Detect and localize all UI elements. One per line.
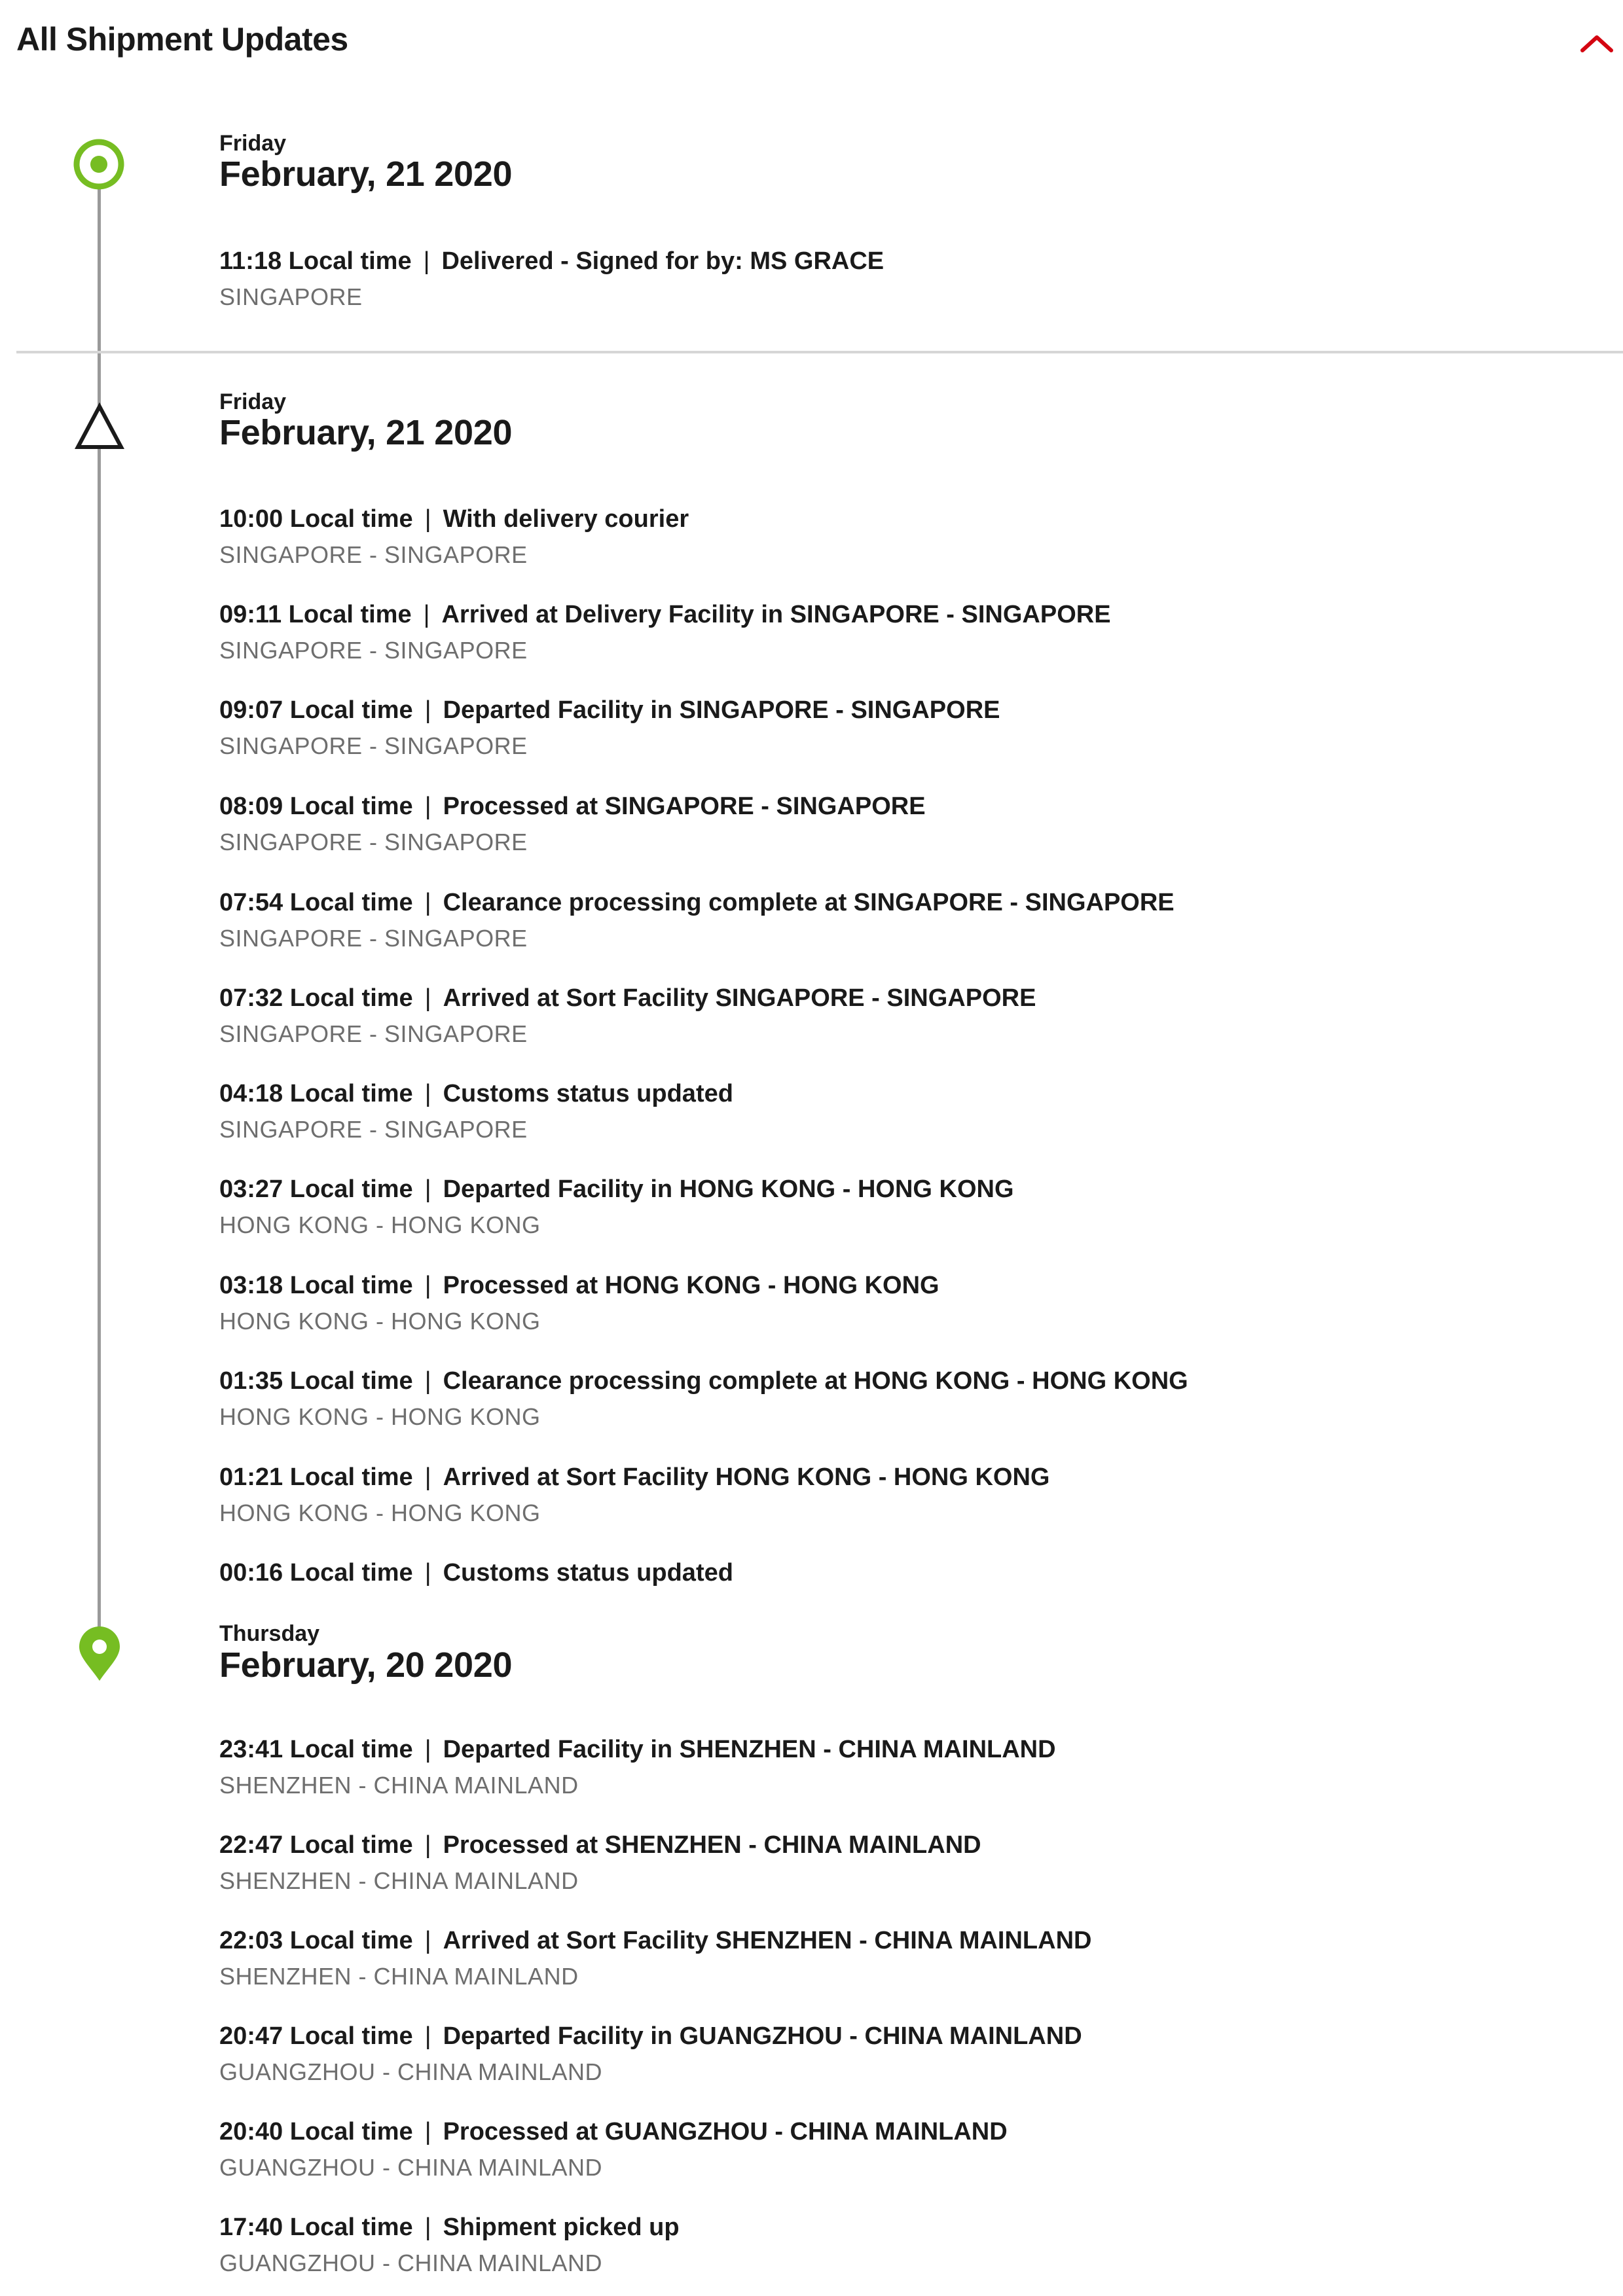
- event-time: 01:35 Local time: [219, 1367, 413, 1395]
- separator: |: [424, 2214, 431, 2241]
- event-location: GUANGZHOU - CHINA MAINLAND: [219, 2154, 603, 2181]
- event-row: [219, 247, 884, 276]
- event-location: SINGAPORE - SINGAPORE: [219, 637, 528, 664]
- event-row: [219, 505, 689, 533]
- section-title: All Shipment Updates: [16, 21, 348, 58]
- event-row: [219, 1175, 1014, 1204]
- separator: |: [424, 1927, 431, 1954]
- event-description: Processed at SINGAPORE - SINGAPORE: [443, 793, 926, 820]
- event-location: SINGAPORE: [219, 283, 363, 310]
- separator: |: [424, 1463, 431, 1491]
- group-divider: [16, 351, 1623, 353]
- day-label: Friday: [219, 389, 287, 414]
- event-location: SINGAPORE - SINGAPORE: [219, 1020, 528, 1047]
- date-heading: February, 20 2020: [219, 1645, 513, 1685]
- event-row: [219, 1367, 1188, 1395]
- origin-pin-icon: [77, 1626, 122, 1687]
- event-row: [219, 696, 1000, 725]
- event-description: Clearance processing complete at HONG KONG - HONG KONG: [443, 1367, 1188, 1395]
- in-transit-triangle-icon: [74, 403, 125, 454]
- event-description: Departed Facility in GUANGZHOU - CHINA MAINLAND: [443, 2022, 1082, 2050]
- separator: |: [424, 696, 431, 724]
- event-time: 17:40 Local time: [219, 2214, 413, 2241]
- event-time: 08:09 Local time: [219, 793, 413, 820]
- event-time: 04:18 Local time: [219, 1080, 413, 1107]
- event-location: SINGAPORE - SINGAPORE: [219, 829, 528, 855]
- event-description: Departed Facility in SINGAPORE - SINGAPORE: [443, 696, 1000, 724]
- collapse-button[interactable]: [1571, 23, 1623, 69]
- event-location: HONG KONG - HONG KONG: [219, 1211, 541, 1238]
- timeline-line-1: [98, 183, 101, 351]
- event-row: [219, 1736, 1056, 1764]
- event-location: HONG KONG - HONG KONG: [219, 1308, 541, 1335]
- event-description: Arrived at Delivery Facility in SINGAPORE - SINGAPORE: [441, 601, 1111, 628]
- event-time: 20:40 Local time: [219, 2118, 413, 2145]
- separator: |: [424, 1367, 431, 1395]
- separator: |: [423, 601, 430, 628]
- event-time: 03:18 Local time: [219, 1272, 413, 1299]
- event-time: 22:47 Local time: [219, 1831, 413, 1859]
- shipment-updates-header: [16, 16, 1623, 69]
- event-location: SINGAPORE - SINGAPORE: [219, 1116, 528, 1143]
- event-row: [219, 2022, 1082, 2051]
- event-description: Customs status updated: [443, 1559, 733, 1587]
- separator: |: [424, 793, 431, 820]
- event-row: [219, 2118, 1008, 2146]
- event-description: Departed Facility in HONG KONG - HONG KONG: [443, 1175, 1014, 1203]
- event-time: 09:11 Local time: [219, 601, 412, 628]
- event-description: Arrived at Sort Facility HONG KONG - HONG KONG: [443, 1463, 1050, 1491]
- event-row: [219, 1831, 981, 1859]
- event-location: SHENZHEN - CHINA MAINLAND: [219, 1867, 579, 1894]
- day-label: Friday: [219, 131, 287, 156]
- event-location: GUANGZHOU - CHINA MAINLAND: [219, 2250, 603, 2276]
- event-time: 00:16 Local time: [219, 1559, 413, 1587]
- separator: |: [424, 1736, 431, 1763]
- event-location: SHENZHEN - CHINA MAINLAND: [219, 1963, 579, 1990]
- separator: |: [424, 889, 431, 916]
- event-location: SINGAPORE - SINGAPORE: [219, 541, 528, 568]
- event-time: 07:32 Local time: [219, 984, 413, 1012]
- event-time: 10:00 Local time: [219, 505, 413, 533]
- delivered-target-icon: [73, 138, 125, 194]
- event-description: Customs status updated: [443, 1080, 733, 1107]
- chevron-up-icon: [1571, 23, 1623, 69]
- event-time: 20:47 Local time: [219, 2022, 413, 2050]
- separator: |: [424, 505, 431, 533]
- event-time: 07:54 Local time: [219, 889, 413, 916]
- event-row: [219, 1463, 1049, 1492]
- event-description: Processed at GUANGZHOU - CHINA MAINLAND: [443, 2118, 1008, 2145]
- separator: |: [424, 2118, 431, 2145]
- separator: |: [423, 247, 430, 275]
- date-heading: February, 21 2020: [219, 154, 513, 194]
- event-description: Delivered - Signed for by: MS GRACE: [441, 247, 884, 275]
- event-description: Departed Facility in SHENZHEN - CHINA MAINLAND: [443, 1736, 1056, 1763]
- event-description: Clearance processing complete at SINGAPORE - SINGAPORE: [443, 889, 1175, 916]
- separator: |: [424, 1559, 431, 1587]
- event-row: [219, 2214, 680, 2242]
- separator: |: [424, 2022, 431, 2050]
- separator: |: [424, 1080, 431, 1107]
- event-time: 09:07 Local time: [219, 696, 413, 724]
- event-description: Arrived at Sort Facility SINGAPORE - SINGAPORE: [443, 984, 1036, 1012]
- event-row: [219, 1559, 733, 1587]
- event-row: [219, 601, 1111, 629]
- event-row: [219, 793, 926, 821]
- event-description: Shipment picked up: [443, 2214, 680, 2241]
- event-location: GUANGZHOU - CHINA MAINLAND: [219, 2058, 603, 2085]
- day-label: Thursday: [219, 1621, 320, 1646]
- event-time: 23:41 Local time: [219, 1736, 413, 1763]
- timeline-line-3: [98, 449, 101, 1627]
- event-time: 01:21 Local time: [219, 1463, 413, 1491]
- separator: |: [424, 1831, 431, 1859]
- event-location: HONG KONG - HONG KONG: [219, 1499, 541, 1526]
- event-time: 11:18 Local time: [219, 247, 412, 275]
- event-time: 03:27 Local time: [219, 1175, 413, 1203]
- separator: |: [424, 1175, 431, 1203]
- event-row: [219, 984, 1036, 1013]
- event-description: With delivery courier: [443, 505, 689, 533]
- event-time: 22:03 Local time: [219, 1927, 413, 1954]
- event-row: [219, 1927, 1091, 1955]
- event-description: Processed at HONG KONG - HONG KONG: [443, 1272, 939, 1299]
- separator: |: [424, 1272, 431, 1299]
- separator: |: [424, 984, 431, 1012]
- date-heading: February, 21 2020: [219, 413, 513, 452]
- event-location: SINGAPORE - SINGAPORE: [219, 925, 528, 952]
- event-row: [219, 1080, 733, 1108]
- event-description: Processed at SHENZHEN - CHINA MAINLAND: [443, 1831, 981, 1859]
- event-row: [219, 1272, 939, 1300]
- event-row: [219, 889, 1175, 917]
- event-location: SINGAPORE - SINGAPORE: [219, 732, 528, 759]
- event-location: HONG KONG - HONG KONG: [219, 1403, 541, 1430]
- event-description: Arrived at Sort Facility SHENZHEN - CHINA MAINLAND: [443, 1927, 1092, 1954]
- event-location: SHENZHEN - CHINA MAINLAND: [219, 1772, 579, 1799]
